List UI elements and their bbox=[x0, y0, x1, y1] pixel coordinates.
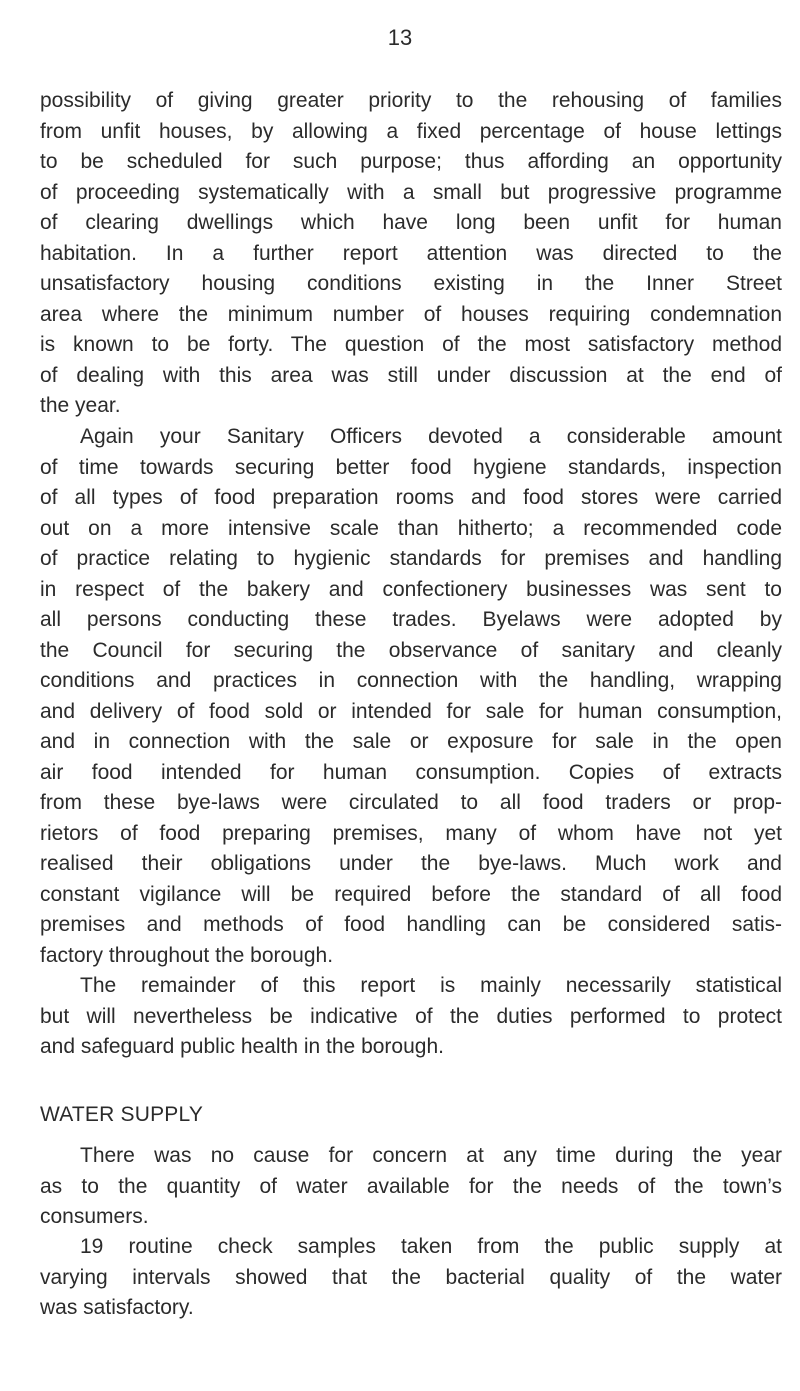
text-line: from unfit houses, by allowing a fixed percentage of house lettings bbox=[40, 119, 782, 143]
paragraph-rehousing bbox=[40, 86, 782, 422]
text-line: air food intended for human consumption. Copies of extracts bbox=[40, 760, 782, 784]
paragraph-water-quantity bbox=[40, 1141, 782, 1233]
text-line: the year. bbox=[40, 394, 121, 417]
paragraph-food-hygiene bbox=[40, 422, 782, 971]
text-line: is known to be forty. The question of the most satisfactory method bbox=[40, 333, 782, 356]
text-line: in respect of the bakery and confectionery businesses was sent to bbox=[40, 577, 782, 601]
text-line: the Council for securing the observance of sanitary and cleanly bbox=[40, 638, 782, 662]
text-line: The remainder of this report is mainly necessarily statistical bbox=[80, 974, 782, 997]
text-line: as to the quantity of water available for the needs of the town’s bbox=[40, 1174, 782, 1198]
text-line: varying intervals showed that the bacterial quality of the water bbox=[40, 1265, 782, 1289]
text-line: of time towards securing better food hygiene standards, inspection bbox=[40, 455, 782, 479]
text-line: realised their obligations under the bye-laws. Much work and bbox=[40, 852, 782, 875]
text-line: but will nevertheless be indicative of the duties performed to protect bbox=[40, 1004, 782, 1028]
text-line: of all types of food preparation rooms and food stores were carried bbox=[40, 486, 782, 509]
text-line: premises and methods of food handling can be considered satis- bbox=[40, 913, 782, 936]
paragraph-report-remainder bbox=[40, 971, 782, 1063]
text-line: conditions and practices in connection with the handling, wrapping bbox=[40, 669, 782, 692]
text-line: and safeguard public health in the borough. bbox=[40, 1035, 444, 1058]
text-line: There was no cause for concern at any time during the year bbox=[80, 1144, 782, 1167]
page-number: 13 bbox=[387, 25, 413, 50]
text-line: 19 routine check samples taken from the public supply at bbox=[80, 1235, 782, 1258]
text-line: of clearing dwellings which have long been unfit for human bbox=[40, 211, 782, 234]
text-line: Again your Sanitary Officers devoted a considerable amount bbox=[80, 425, 782, 448]
text-line: of dealing with this area was still under discussion at the end of bbox=[40, 363, 782, 387]
text-line: factory throughout the borough. bbox=[40, 943, 334, 967]
text-line: unsatisfactory housing conditions existing in the Inner Street bbox=[40, 272, 782, 295]
text-line: of proceeding systematically with a small but progressive programme bbox=[40, 180, 782, 204]
text-line: all persons conducting these trades. Byelaws were adopted by bbox=[40, 608, 782, 631]
text-line: of practice relating to hygienic standards for premises and handling bbox=[40, 547, 782, 570]
text-line: possibility of giving greater priority to the rehousing of families bbox=[40, 89, 782, 112]
text-line: area where the minimum number of houses requiring condemnation bbox=[40, 302, 782, 326]
text-line: and in connection with the sale or exposure for sale in the open bbox=[40, 730, 782, 753]
text-line: was satisfactory. bbox=[40, 1296, 194, 1319]
text-line: constant vigilance will be required before the standard of all food bbox=[40, 882, 782, 906]
paragraph-water-samples bbox=[40, 1232, 782, 1324]
text-line: to be scheduled for such purpose; thus affording an opportunity bbox=[40, 150, 782, 173]
text-line: rietors of food preparing premises, many of whom have not yet bbox=[40, 821, 782, 845]
section-heading-water-supply: WATER SUPPLY bbox=[40, 1103, 204, 1126]
text-line: habitation. In a further report attention was directed to the bbox=[40, 241, 782, 265]
text-line: consumers. bbox=[40, 1205, 149, 1228]
text-line: out on a more intensive scale than hitherto; a recommended code bbox=[40, 516, 782, 540]
text-line: from these bye-laws were circulated to all food traders or prop- bbox=[40, 791, 782, 814]
text-line: and delivery of food sold or intended for sale for human consumption, bbox=[40, 699, 782, 723]
